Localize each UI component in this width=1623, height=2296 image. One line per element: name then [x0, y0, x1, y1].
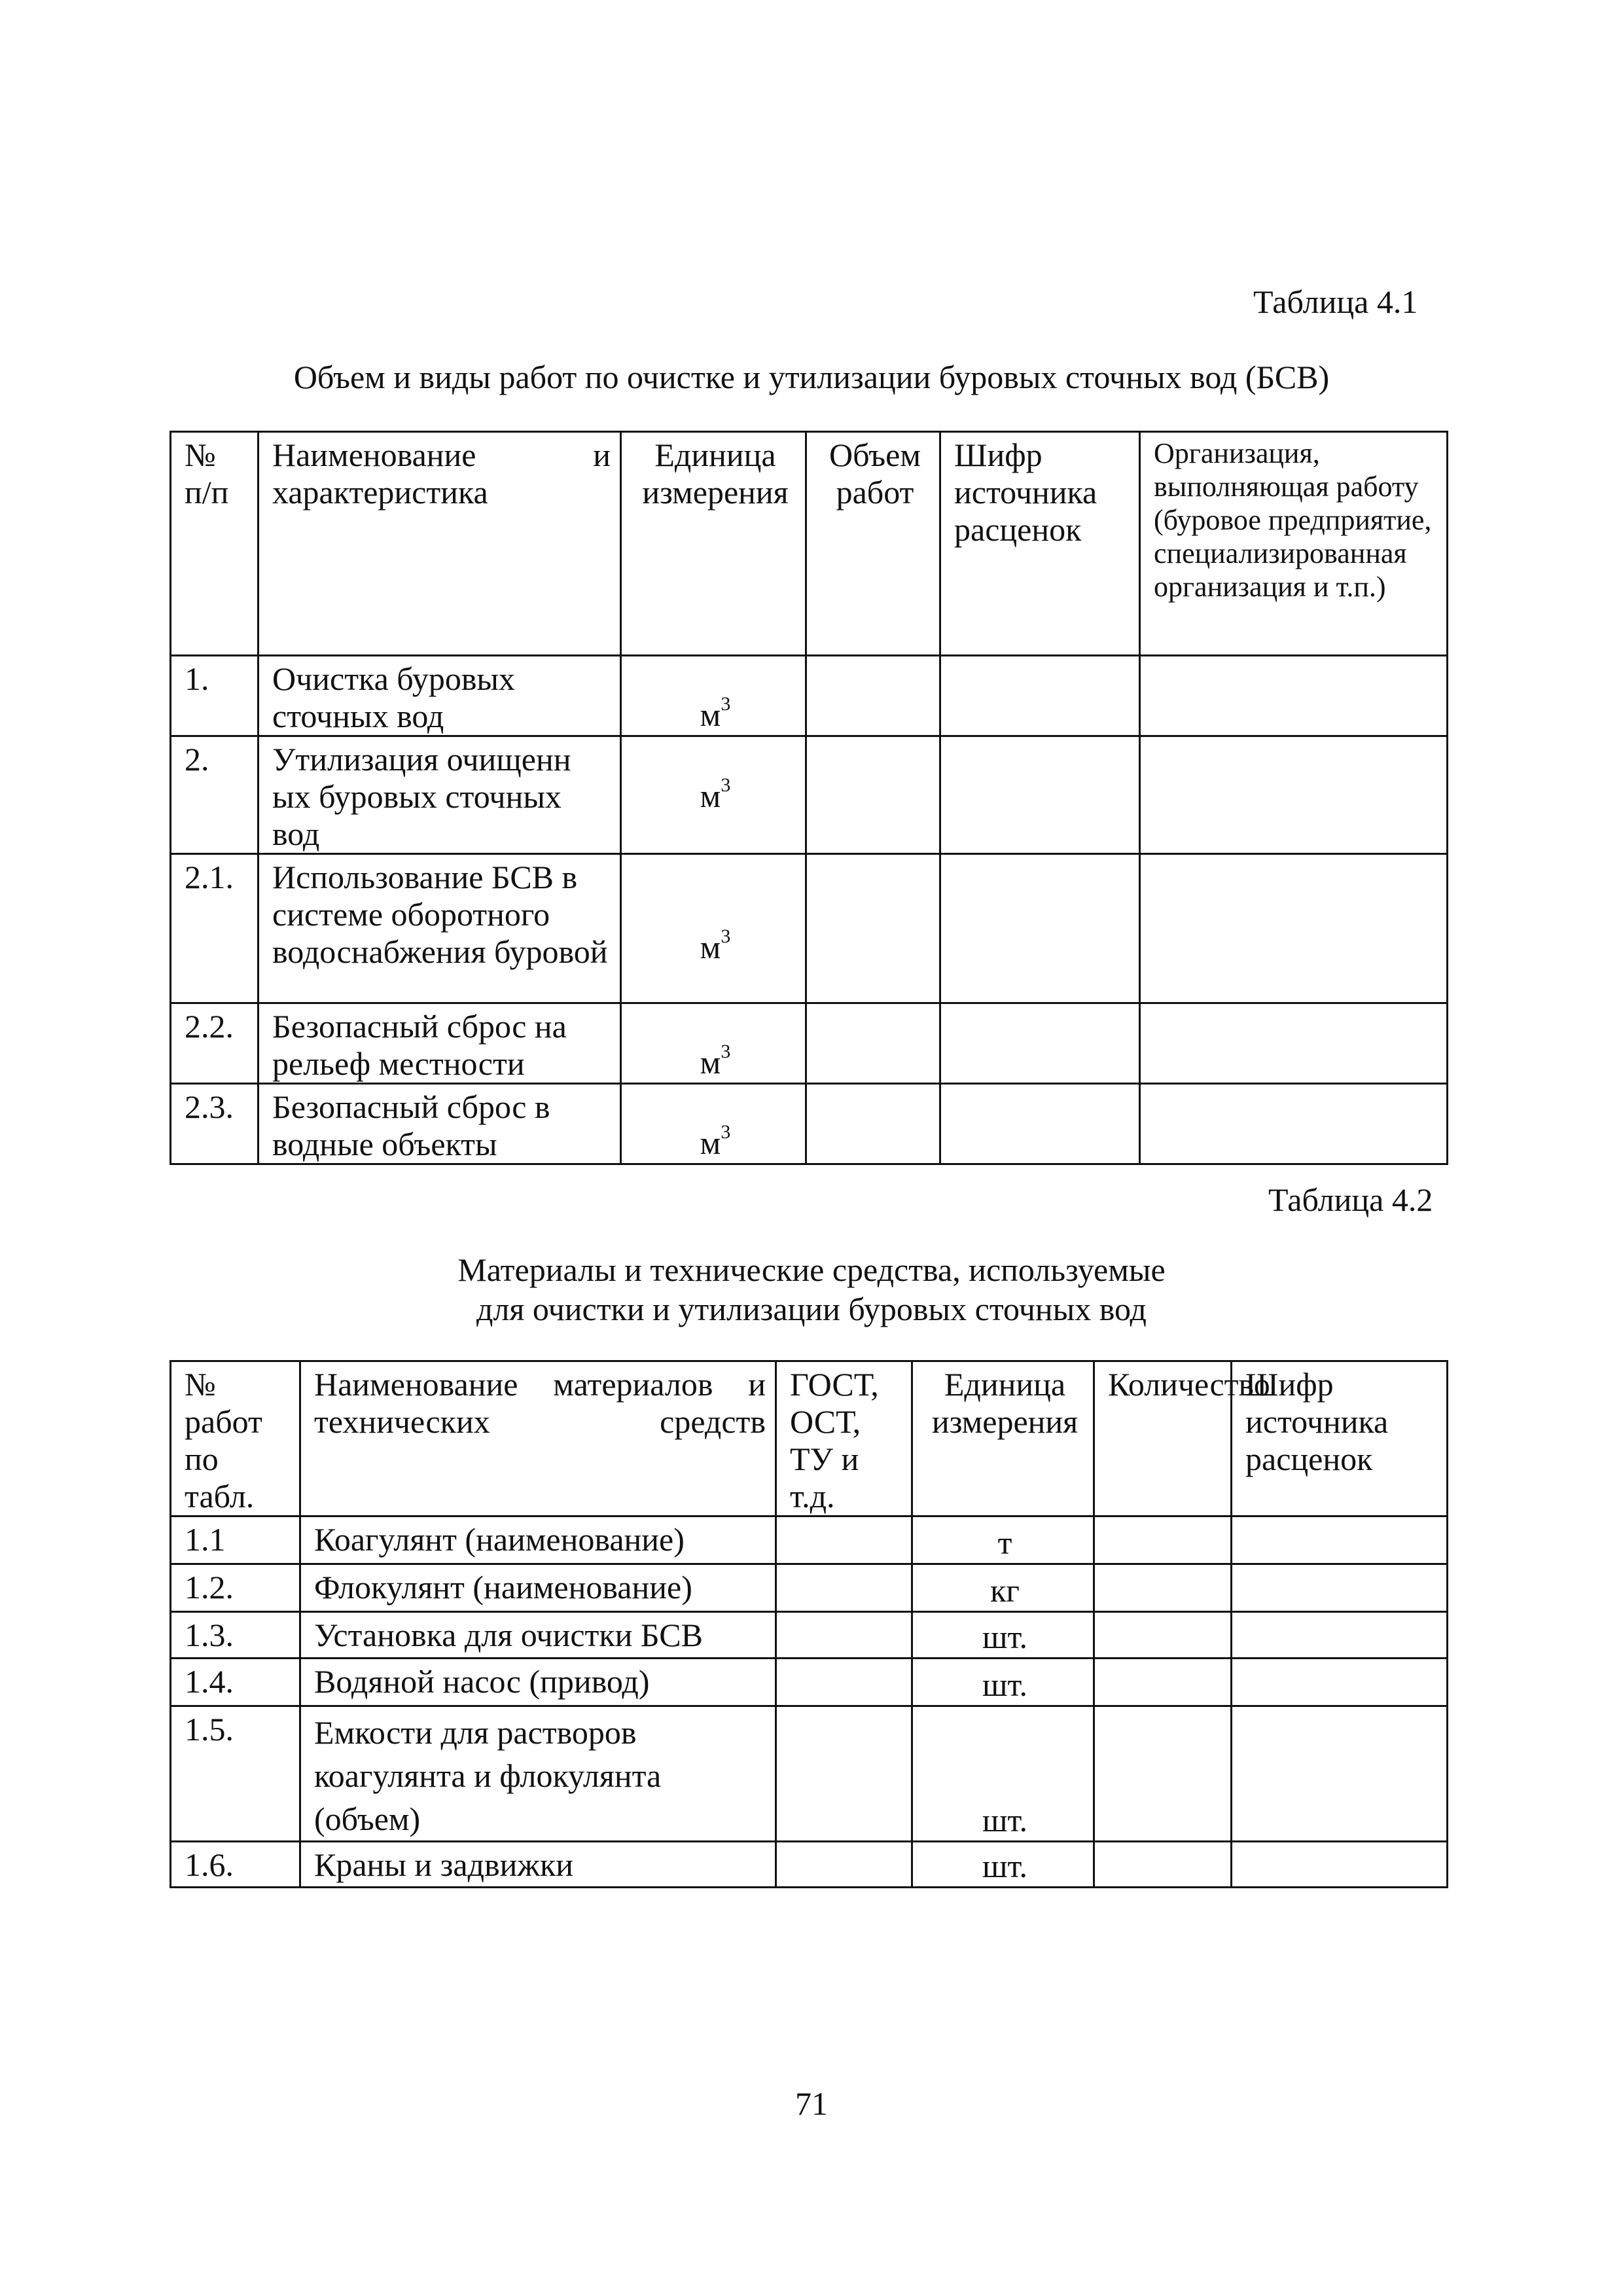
row-volume: [806, 736, 940, 854]
table-row: [171, 656, 1448, 736]
table-row: [171, 1659, 1448, 1706]
table2-header-quantity: Количество: [1094, 1361, 1232, 1516]
page-number: 71: [795, 2085, 828, 2122]
row-name: Безопасный сброс в водные объекты: [259, 1084, 621, 1164]
row-org: [1140, 854, 1448, 1003]
table-row: [171, 1706, 1448, 1842]
table-row: [171, 854, 1448, 1003]
row-name: Очистка буровых сточных вод: [259, 656, 621, 736]
row-num: 2.2.: [171, 1003, 259, 1084]
table1-header-num: № п/п: [171, 432, 259, 656]
table2-title: [0, 1250, 1623, 1329]
table2-header-name: Наименование материалов и технических средств: [300, 1361, 776, 1516]
row-standard: [776, 1659, 912, 1706]
table1-header-org: Организация, выполняющая работу (буровое предприятие, специализированная организация и т.п.): [1140, 432, 1448, 656]
table2-title-line1: Материалы и технические средства, используемые: [457, 1251, 1166, 1288]
table1-title: Объем и виды работ по очистке и утилизации буровых сточных вод (БСВ): [293, 359, 1330, 395]
row-org: [1140, 656, 1448, 736]
table-row: [171, 1003, 1448, 1084]
row-org: [1140, 736, 1448, 854]
table1: [169, 431, 1448, 1165]
row-standard: [776, 1612, 912, 1659]
table-row: [171, 1084, 1448, 1164]
row-quantity: [1094, 1842, 1232, 1888]
row-num: 2.1.: [171, 854, 259, 1003]
row-num: 1.1: [171, 1516, 300, 1564]
row-quantity: [1094, 1564, 1232, 1612]
row-standard: [776, 1706, 912, 1842]
row-code: [1232, 1842, 1448, 1888]
row-quantity: [1094, 1659, 1232, 1706]
table-row: [171, 1516, 1448, 1564]
table-row: [171, 736, 1448, 854]
row-code: [940, 656, 1140, 736]
row-quantity: [1094, 1706, 1232, 1842]
table2-header-row: [171, 1361, 1448, 1516]
row-volume: [806, 854, 940, 1003]
row-org: [1140, 1084, 1448, 1164]
row-name: Безопасный сброс на рельеф местности: [259, 1003, 621, 1084]
table1-header-volume: Объем работ: [806, 432, 940, 656]
row-name: Водяной насос (привод): [300, 1659, 776, 1706]
table-row: [171, 1564, 1448, 1612]
row-num: 1.5.: [171, 1706, 300, 1842]
row-num: 1.2.: [171, 1564, 300, 1612]
row-unit: $м^3$: [621, 736, 806, 854]
row-unit: шт.: [912, 1659, 1094, 1706]
table2-header-num: № работ по табл.: [171, 1361, 300, 1516]
row-volume: [806, 1003, 940, 1084]
row-num: 2.: [171, 736, 259, 854]
row-standard: [776, 1516, 912, 1564]
row-name: Установка для очистки БСВ: [300, 1612, 776, 1659]
row-unit: т: [912, 1516, 1094, 1564]
row-standard: [776, 1564, 912, 1612]
row-org: [1140, 1003, 1448, 1084]
table2-header-standard: ГОСТ, ОСТ, ТУ и т.д.: [776, 1361, 912, 1516]
row-standard: [776, 1842, 912, 1888]
row-name: Утилизация очищенн ых буровых сточных вод: [259, 736, 621, 854]
row-num: 1.3.: [171, 1612, 300, 1659]
row-num: 1.6.: [171, 1842, 300, 1888]
row-name: Емкости для растворов коагулянта и флокулянта (объем): [300, 1706, 776, 1842]
table2-title-line2: для очистки и утилизации буровых сточных вод: [476, 1291, 1147, 1327]
row-code: [940, 1084, 1140, 1164]
row-unit: шт.: [912, 1612, 1094, 1659]
row-num: 1.: [171, 656, 259, 736]
table2-header-unit: Единица измерения: [912, 1361, 1094, 1516]
row-code: [940, 1003, 1140, 1084]
row-unit: $м^3$: [621, 1084, 806, 1164]
row-unit: кг: [912, 1564, 1094, 1612]
row-code: [1232, 1659, 1448, 1706]
row-code: [940, 854, 1140, 1003]
row-volume: [806, 1084, 940, 1164]
table1-header-row: [171, 432, 1448, 656]
row-code: [1232, 1612, 1448, 1659]
row-name: Использование БСВ в системе оборотного водоснабжения буровой: [259, 854, 621, 1003]
table-row: [171, 1842, 1448, 1888]
row-code: [1232, 1564, 1448, 1612]
row-code: [1232, 1706, 1448, 1842]
row-unit: $м^3$: [621, 656, 806, 736]
table2-header-code: Шифр источника расценок: [1232, 1361, 1448, 1516]
row-name: Флокулянт (наименование): [300, 1564, 776, 1612]
row-num: 2.3.: [171, 1084, 259, 1164]
row-name: Коагулянт (наименование): [300, 1516, 776, 1564]
table1-header-name: Наименование и характеристика: [259, 432, 621, 656]
row-quantity: [1094, 1612, 1232, 1659]
row-unit: шт.: [912, 1706, 1094, 1842]
table1-header-unit: Единица измерения: [621, 432, 806, 656]
table2: [169, 1360, 1448, 1888]
row-unit: $м^3$: [621, 854, 806, 1003]
row-unit: шт.: [912, 1842, 1094, 1888]
row-quantity: [1094, 1516, 1232, 1564]
row-code: [1232, 1516, 1448, 1564]
table1-header-code: Шифр источника расценок: [940, 432, 1140, 656]
row-unit: $м^3$: [621, 1003, 806, 1084]
table1-caption: Таблица 4.1: [1253, 283, 1418, 320]
table2-caption: Таблица 4.2: [1268, 1181, 1433, 1218]
row-name: Краны и задвижки: [300, 1842, 776, 1888]
row-volume: [806, 656, 940, 736]
row-code: [940, 736, 1140, 854]
row-num: 1.4.: [171, 1659, 300, 1706]
table-row: [171, 1612, 1448, 1659]
